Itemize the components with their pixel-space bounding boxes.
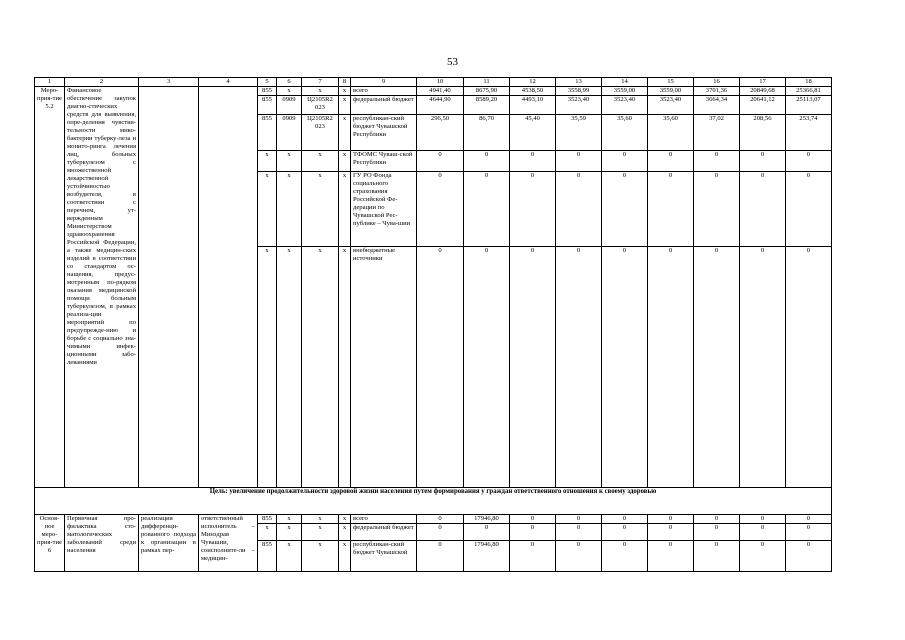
- funding-source: ТФОМС Чуваш-ской Республики: [351, 151, 417, 172]
- amount-cell: 3559,00: [648, 87, 694, 96]
- amount-cell: 8675,90: [464, 87, 510, 96]
- amount-cell: 35,60: [602, 115, 648, 151]
- expense-type-code: х: [339, 151, 351, 172]
- amount-cell: 0: [740, 541, 786, 572]
- amount-cell: 0: [556, 151, 602, 172]
- amount-cell: 8589,20: [464, 96, 510, 115]
- amount-cell: 35,59: [556, 115, 602, 151]
- amount-cell: 0: [694, 151, 740, 172]
- column-header: 10: [417, 78, 464, 87]
- funding-source: ГУ РО Фонда социального страхования Российской Фе-дерации по Чувашской Рес-публике – Чува-шии: [351, 172, 417, 247]
- amount-cell: 0: [648, 172, 694, 247]
- amount-cell: 3701,36: [694, 87, 740, 96]
- target-article-code: х: [302, 515, 339, 524]
- grbs-code: 855: [258, 96, 277, 115]
- amount-cell: 0: [740, 515, 786, 524]
- section-code: х: [277, 151, 302, 172]
- amount-cell: 0: [786, 515, 832, 524]
- column-header: 12: [510, 78, 556, 87]
- expense-type-code: х: [339, 87, 351, 96]
- empty-cell: [139, 87, 199, 488]
- column-header: 1: [35, 78, 65, 87]
- goal-row: [35, 488, 832, 515]
- column-header: 14: [602, 78, 648, 87]
- target-article-code: х: [302, 151, 339, 172]
- funding-source: федеральный бюджет: [351, 96, 417, 115]
- column-header: 17: [740, 78, 786, 87]
- measure-code: Меро-прия-тие 5.2: [35, 87, 65, 488]
- amount-cell: 0: [602, 151, 648, 172]
- target-article-code: Ц2105R2 023: [302, 96, 339, 115]
- measure-description: Первичная про-филактика сто-матологических заболеваний среди населения: [65, 515, 139, 572]
- amount-cell: 0: [694, 172, 740, 247]
- amount-cell: 4493,10: [510, 96, 556, 115]
- target-article-code: Ц2105R2 023: [302, 115, 339, 151]
- amount-cell: 0: [602, 247, 648, 488]
- amount-cell: 0: [786, 524, 832, 541]
- header-row: [35, 78, 832, 87]
- amount-cell: 3523,40: [602, 96, 648, 115]
- column-header: 15: [648, 78, 694, 87]
- amount-cell: 296,50: [417, 115, 464, 151]
- column-header: 18: [786, 78, 832, 87]
- goal-text: Цель: увеличение продолжительности здоровой жизни населения путем формирования у граждан ответственного отношения к своему здоровью: [35, 488, 832, 515]
- amount-cell: 0: [510, 151, 556, 172]
- amount-cell: 0: [602, 541, 648, 572]
- grbs-code: 855: [258, 115, 277, 151]
- amount-cell: 0: [510, 515, 556, 524]
- section-code: х: [277, 172, 302, 247]
- amount-cell: 0: [602, 524, 648, 541]
- grbs-code: 855: [258, 515, 277, 524]
- amount-cell: 3664,34: [694, 96, 740, 115]
- column-header: 13: [556, 78, 602, 87]
- amount-cell: 0: [510, 172, 556, 247]
- funding-source: республикан-ский бюджет Чувашской: [351, 541, 417, 572]
- amount-cell: 0: [648, 515, 694, 524]
- section-code: х: [277, 524, 302, 541]
- column-header: 5: [258, 78, 277, 87]
- expense-type-code: х: [339, 96, 351, 115]
- amount-cell: 0: [694, 541, 740, 572]
- expense-type-code: х: [339, 115, 351, 151]
- amount-cell: 0: [556, 515, 602, 524]
- amount-cell: 17946,80: [464, 541, 510, 572]
- funding-source: федеральный бюджет: [351, 524, 417, 541]
- expense-type-code: х: [339, 515, 351, 524]
- amount-cell: 20641,12: [740, 96, 786, 115]
- amount-cell: 0: [464, 247, 510, 488]
- expense-type-code: х: [339, 541, 351, 572]
- amount-cell: 0: [417, 247, 464, 488]
- column-header: 3: [139, 78, 199, 87]
- measure-expected-result: реализация дифференци-рованного подхода к организации в рамках пер-: [139, 515, 199, 572]
- amount-cell: 0: [417, 541, 464, 572]
- measure-executor: ответственный исполнитель – Минздрав Чувашии, соисполните-ли – медицин-: [199, 515, 258, 572]
- amount-cell: 17946,80: [464, 515, 510, 524]
- amount-cell: 25366,81: [786, 87, 832, 96]
- amount-cell: 0: [648, 247, 694, 488]
- amount-cell: 0: [417, 151, 464, 172]
- amount-cell: 0: [694, 247, 740, 488]
- amount-cell: 0: [602, 172, 648, 247]
- column-header: 8: [339, 78, 351, 87]
- amount-cell: 0: [464, 172, 510, 247]
- column-header: 4: [199, 78, 258, 87]
- empty-cell: [199, 87, 258, 488]
- grbs-code: 855: [258, 87, 277, 96]
- section-code: 0909: [277, 96, 302, 115]
- expense-type-code: х: [339, 524, 351, 541]
- amount-cell: 0: [510, 247, 556, 488]
- amount-cell: 0: [556, 524, 602, 541]
- column-header: 9: [351, 78, 417, 87]
- amount-cell: 0: [510, 524, 556, 541]
- amount-cell: 0: [556, 541, 602, 572]
- target-article-code: х: [302, 247, 339, 488]
- section-code: х: [277, 515, 302, 524]
- amount-cell: 0: [417, 515, 464, 524]
- table-row: [35, 87, 832, 96]
- amount-cell: 0: [648, 541, 694, 572]
- amount-cell: 0: [740, 524, 786, 541]
- funding-source: всего: [351, 515, 417, 524]
- amount-cell: 3558,99: [556, 87, 602, 96]
- amount-cell: 253,74: [786, 115, 832, 151]
- amount-cell: 3523,40: [556, 96, 602, 115]
- measure-description: Финансовое обеспечение закупок диагно-стических средств для выявления, опре-деления чувстви-тельности мико-бактерии туберку-леза и монито-ринга лечения лиц, больных туберкулезом с множественной лекарственной устойчивостью возбудителя, в соответствии с перечнем, ут-вержденным Министерством здравоохранения Российской Федерации, а также медицин-ских изделий в соответствии со стандартом ос-нащения, предус-мотренным по-рядком оказания медицинской помощи больным туберкулезом, в рамках реализа-ции мероприятий по предупрежде-нию и борьбе с социально зна-чимыми инфек-ционными забо-леваниями: [65, 87, 139, 488]
- amount-cell: 4538,50: [510, 87, 556, 96]
- grbs-code: х: [258, 172, 277, 247]
- amount-cell: 0: [417, 524, 464, 541]
- section-code: 0909: [277, 115, 302, 151]
- amount-cell: 0: [740, 172, 786, 247]
- amount-cell: 0: [786, 247, 832, 488]
- amount-cell: 0: [648, 151, 694, 172]
- amount-cell: 3559,00: [602, 87, 648, 96]
- section-code: х: [277, 87, 302, 96]
- amount-cell: 0: [464, 151, 510, 172]
- amount-cell: 45,40: [510, 115, 556, 151]
- grbs-code: х: [258, 247, 277, 488]
- column-header: 7: [302, 78, 339, 87]
- column-header: 16: [694, 78, 740, 87]
- amount-cell: 0: [510, 541, 556, 572]
- grbs-code: 855: [258, 541, 277, 572]
- amount-cell: 0: [417, 172, 464, 247]
- funding-source: внебюджетные источники: [351, 247, 417, 488]
- amount-cell: 35,60: [648, 115, 694, 151]
- amount-cell: 0: [786, 541, 832, 572]
- amount-cell: 208,56: [740, 115, 786, 151]
- table-row: [35, 515, 832, 524]
- amount-cell: 0: [556, 247, 602, 488]
- grbs-code: х: [258, 524, 277, 541]
- amount-cell: 20849,68: [740, 87, 786, 96]
- amount-cell: 0: [786, 151, 832, 172]
- target-article-code: х: [302, 87, 339, 96]
- amount-cell: 0: [602, 515, 648, 524]
- measure-code: Основ-ное меро-прия-тие 6: [35, 515, 65, 572]
- section-code: х: [277, 247, 302, 488]
- column-header: 2: [65, 78, 139, 87]
- column-header: 11: [464, 78, 510, 87]
- amount-cell: 0: [694, 524, 740, 541]
- amount-cell: 0: [786, 172, 832, 247]
- funding-source: всего: [351, 87, 417, 96]
- expense-type-code: х: [339, 172, 351, 247]
- amount-cell: 3523,40: [648, 96, 694, 115]
- column-header: 6: [277, 78, 302, 87]
- amount-cell: 0: [740, 151, 786, 172]
- amount-cell: 37,02: [694, 115, 740, 151]
- amount-cell: 0: [464, 524, 510, 541]
- budget-table: [34, 77, 832, 572]
- page-number: 53: [447, 56, 458, 68]
- target-article-code: х: [302, 541, 339, 572]
- target-article-code: х: [302, 172, 339, 247]
- grbs-code: х: [258, 151, 277, 172]
- amount-cell: 4941,40: [417, 87, 464, 96]
- amount-cell: 25113,07: [786, 96, 832, 115]
- amount-cell: 0: [740, 247, 786, 488]
- expense-type-code: х: [339, 247, 351, 488]
- funding-source: республикан-ский бюджет Чувашской Республики: [351, 115, 417, 151]
- amount-cell: 0: [694, 515, 740, 524]
- amount-cell: 0: [556, 172, 602, 247]
- target-article-code: х: [302, 524, 339, 541]
- amount-cell: 4644,90: [417, 96, 464, 115]
- section-code: х: [277, 541, 302, 572]
- amount-cell: 0: [648, 524, 694, 541]
- amount-cell: 86,70: [464, 115, 510, 151]
